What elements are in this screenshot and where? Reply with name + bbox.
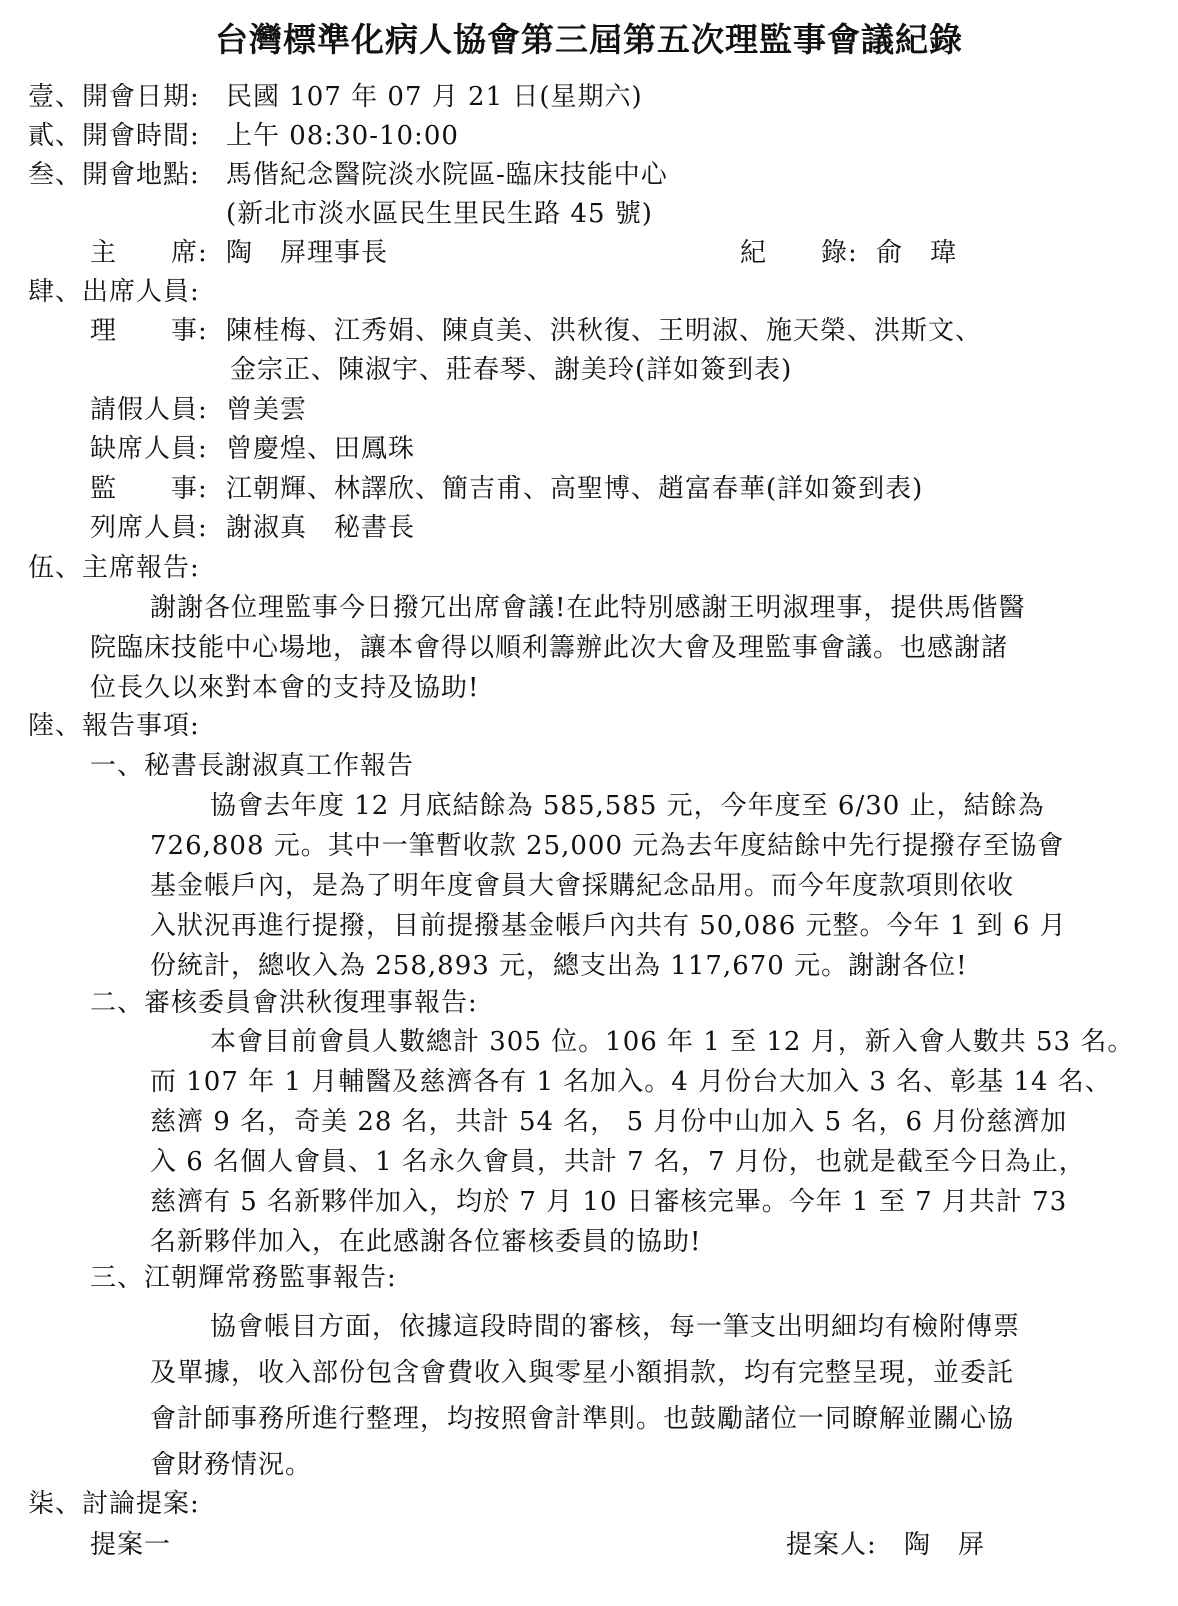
meeting-time-value: 上午 08:30-10:00 [226, 121, 459, 151]
leave-label: 請假人員: [90, 395, 208, 425]
supervisors-list: 江朝輝、林譯欣、簡吉甫、高聖博、趙富春華(詳如簽到表) [226, 474, 924, 504]
meeting-date-label: 壹、開會日期: [28, 82, 200, 112]
observers-value: 謝淑真 秘書長 [226, 513, 416, 543]
report-2-line: 而 107 年 1 月輔醫及慈濟各有 1 名加入。4 月份台大加入 3 名、彰基 14 名、 [150, 1067, 1112, 1097]
report-1-line: 協會去年度 12 月底結餘為 585,585 元，今年度至 6/30 止，結餘為 [210, 791, 1045, 821]
observers-label: 列席人員: [90, 513, 208, 543]
meeting-time-label: 貳、開會時間: [28, 121, 200, 151]
meeting-place-label: 叁、開會地點: [28, 160, 200, 190]
directors-list-continued: 金宗正、陳淑宇、莊春琴、謝美玲(詳如簽到表) [230, 355, 793, 385]
report-2-line: 慈濟有 5 名新夥伴加入，均於 7 月 10 日審核完畢。今年 1 至 7 月共計 73 [150, 1187, 1068, 1217]
meeting-date-value: 民國 107 年 07 月 21 日(星期六) [226, 82, 643, 112]
report-3-line: 會計師事務所進行整理，均按照會計準則。也鼓勵諸位一同瞭解並關心協 [150, 1404, 1015, 1434]
meeting-place-value: 馬偕紀念醫院淡水院區-臨床技能中心 [226, 160, 668, 190]
meeting-address: (新北市淡水區民生里民生路 45 號) [226, 199, 653, 229]
report-1-heading: 一、秘書長謝淑真工作報告 [90, 751, 415, 781]
report-1-line: 726,808 元。其中一筆暫收款 25,000 元為去年度結餘中先行提撥存至協會 [150, 831, 1065, 861]
proposal-title: 提案一 [90, 1530, 172, 1560]
chair-label: 主 席: [90, 238, 208, 268]
report-2-line: 入 6 名個人會員、1 名永久會員，共計 7 名，7 月份，也就是截至今日為止， [150, 1147, 1086, 1177]
discussion-heading: 柒、討論提案: [28, 1489, 200, 1519]
absent-value: 曾慶煌、田鳳珠 [226, 434, 416, 464]
proposer-value: 陶 屏 [904, 1530, 986, 1560]
report-2-line: 本會目前會員人數總計 305 位。106 年 1 至 12 月，新入會人數共 53 名。 [210, 1027, 1135, 1057]
leave-value: 曾美雲 [226, 395, 308, 425]
page-title: 台灣標準化病人協會第三屆第五次理監事會議紀錄 [215, 20, 963, 59]
chair-value: 陶 屏理事長 [226, 238, 389, 268]
attendees-heading: 肆、出席人員: [28, 277, 200, 307]
chair-report-body [90, 588, 1025, 708]
chair-report-line: 院臨床技能中心場地，讓本會得以順利籌辦此次大會及理監事會議。也感謝諸 [90, 633, 1009, 663]
recorder-label: 紀 錄: [740, 238, 858, 268]
report-1-body [150, 786, 1067, 986]
chair-report-line: 位長久以來對本會的支持及協助! [90, 673, 480, 703]
chair-report-line: 謝謝各位理監事今日撥冗出席會議!在此特別感謝王明淑理事，提供馬偕醫 [150, 593, 1026, 623]
chair-report-heading: 伍、主席報告: [28, 553, 200, 583]
report-2-body [150, 1022, 1134, 1262]
absent-label: 缺席人員: [90, 434, 208, 464]
report-2-line: 慈濟 9 名，奇美 28 名，共計 54 名， 5 月份中山加入 5 名，6 月份慈濟加 [150, 1107, 1068, 1137]
report-3-heading: 三、江朝輝常務監事報告: [90, 1263, 397, 1293]
report-1-line: 基金帳戶內，是為了明年度會員大會採購紀念品用。而今年度款項則依收 [150, 871, 1015, 901]
report-3-body [150, 1304, 1020, 1488]
directors-label: 理 事: [90, 316, 208, 346]
report-3-line: 及單據，收入部份包含會費收入與零星小額捐款，均有完整呈現，並委託 [150, 1358, 1015, 1388]
recorder-value: 俞 瑋 [876, 238, 958, 268]
directors-list: 陳桂梅、江秀娟、陳貞美、洪秋復、王明淑、施天榮、洪斯文、 [226, 316, 983, 346]
report-2-line: 名新夥伴加入，在此感謝各位審核委員的協助! [150, 1227, 702, 1257]
report-2-heading: 二、審核委員會洪秋復理事報告: [90, 988, 478, 1018]
report-3-line: 協會帳目方面，依據這段時間的審核，每一筆支出明細均有檢附傳票 [210, 1312, 1021, 1342]
report-1-line: 入狀況再進行提撥，目前提撥基金帳戶內共有 50,086 元整。今年 1 到 6 月 [150, 911, 1067, 941]
report-3-line: 會財務情況。 [150, 1450, 313, 1480]
supervisors-label: 監 事: [90, 474, 208, 504]
report-1-line: 份統計，總收入為 258,893 元，總支出為 117,670 元。謝謝各位! [150, 951, 968, 981]
reports-heading: 陸、報告事項: [28, 711, 200, 741]
proposer-label: 提案人: [786, 1530, 877, 1560]
